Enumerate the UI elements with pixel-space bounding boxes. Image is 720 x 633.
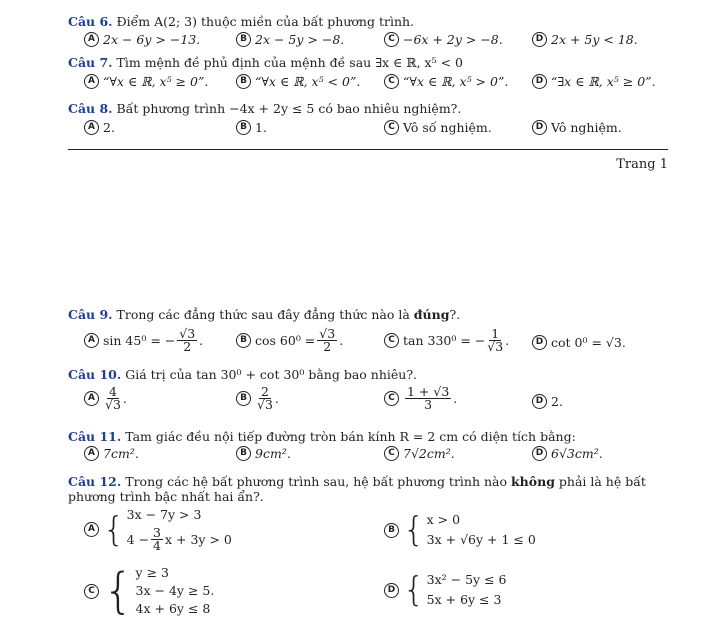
question-number: Câu 11.: [68, 429, 122, 444]
brace-icon: {: [403, 570, 425, 610]
system: { y ≥ 3 3x − 4y ≥ 5. 4x + 6y ≤ 8: [103, 563, 215, 619]
question-11: [68, 429, 668, 444]
option-b[interactable]: B 9cm².: [236, 446, 291, 461]
question-9: Câu 9. Trong các đẳng thức sau đây đẳng thức nào là đúng?.: [68, 307, 461, 322]
system: { 3x² − 5y ≤ 6 5x + 6y ≤ 3: [403, 570, 507, 610]
option-b[interactable]: B { x > 0 3x + √6y + 1 ≤ 0: [384, 512, 536, 548]
option-b[interactable]: B “∀x ∈ ℝ, x⁵ < 0”.: [236, 74, 360, 89]
option-c[interactable]: C Vô số nghiệm.: [384, 120, 492, 135]
fraction: $\frac{1 + √3}{3}$: [407, 384, 450, 412]
question-number: Câu 7.: [68, 55, 113, 70]
brace-icon: {: [103, 509, 125, 550]
option-c[interactable]: C −6x + 2y > −8.: [384, 32, 503, 47]
system: { 3x − 7y > 3 4 − $\frac{3}{4}$ x + 3y > 0: [103, 507, 232, 553]
question-6-options: [84, 32, 684, 50]
fraction: $\frac{4}{√3}$: [105, 384, 121, 412]
question-text: Điểm A(2; 3) thuộc miền của bất phương trình.: [116, 14, 415, 29]
question-12: Câu 12. Trong các hệ bất phương trình sau, hệ bất phương trình nào không phải là hệ bất phương trình bậc nhất hai ẩn?.: [68, 474, 646, 504]
question-text: Bất phương trình −4x + 2y ≤ 5 có bao nhiêu nghiệm?.: [116, 101, 462, 116]
option-d[interactable]: D Vô nghiệm.: [532, 120, 622, 135]
question-number: Câu 9.: [68, 307, 113, 322]
fraction: $\frac{3}{4}$: [153, 525, 161, 553]
question-9-options: [84, 326, 684, 360]
option-c[interactable]: C “∀x ∈ ℝ, x⁵ > 0”.: [384, 74, 508, 89]
option-c[interactable]: C { y ≥ 3 3x − 4y ≥ 5. 4x + 6y ≤ 8: [84, 564, 214, 618]
fraction: $\frac{1}{√3}$: [487, 326, 504, 354]
question-number: Câu 10.: [68, 367, 122, 382]
option-d[interactable]: D 2.: [532, 394, 563, 409]
fraction: $\frac{2}{√3}$: [257, 384, 273, 412]
fraction: $\frac{√3}{2}$: [179, 326, 196, 354]
option-b[interactable]: B cos 60⁰ = $\frac{√3}{2}$ .: [236, 328, 343, 353]
question-7: [68, 55, 668, 70]
question-8-options: [84, 120, 684, 138]
question-8: [68, 101, 668, 116]
option-a[interactable]: A “∀x ∈ ℝ, x⁵ ≥ 0”.: [84, 74, 208, 89]
option-c[interactable]: C tan 330⁰ = − $\frac{1}{√3}$ .: [384, 328, 509, 353]
option-d[interactable]: D 6√3cm².: [532, 446, 603, 461]
option-a[interactable]: A { 3x − 7y > 3 4 − $\frac{3}{4}$ x + 3y > 0: [84, 507, 232, 552]
system: { x > 0 3x + √6y + 1 ≤ 0: [403, 510, 536, 550]
page-number: Trang 1: [616, 157, 668, 172]
option-a[interactable]: A 7cm².: [84, 446, 139, 461]
option-a[interactable]: A 2x − 6y > −13.: [84, 32, 200, 47]
brace-icon: {: [403, 510, 425, 550]
option-b[interactable]: B 1.: [236, 120, 267, 135]
option-a[interactable]: A $\frac{4}{√3}$ .: [84, 386, 127, 411]
option-d[interactable]: D { 3x² − 5y ≤ 6 5x + 6y ≤ 3: [384, 572, 506, 608]
question-11-options: [84, 446, 684, 464]
page-divider: [68, 149, 668, 150]
option-d[interactable]: D 2x + 5y < 18.: [532, 32, 638, 47]
question-text: Giá trị của tan 30⁰ + cot 30⁰ bằng bao nhiêu?.: [125, 367, 417, 382]
question-number: Câu 6.: [68, 14, 113, 29]
brace-icon: {: [103, 563, 134, 619]
question-text: Tìm mệnh đề phủ định của mệnh đề sau ∃x ∈ ℝ, x⁵ < 0: [116, 55, 463, 70]
question-7-options: [84, 74, 684, 92]
question-6: [68, 14, 668, 29]
question-10-options: [84, 384, 684, 420]
question-text: Tam giác đều nội tiếp đường tròn bán kính R = 2 cm có diện tích bằng:: [125, 429, 576, 444]
question-number: Câu 8.: [68, 101, 113, 116]
question-number: Câu 12.: [68, 474, 122, 489]
option-a[interactable]: A 2.: [84, 120, 115, 135]
option-d[interactable]: D cot 0⁰ = √3.: [532, 335, 626, 350]
option-c[interactable]: C 7√2cm².: [384, 446, 455, 461]
option-b[interactable]: B $\frac{2}{√3}$ .: [236, 386, 279, 411]
option-b[interactable]: B 2x − 5y > −8.: [236, 32, 344, 47]
question-10: [68, 367, 668, 382]
option-a[interactable]: A sin 45⁰ = − $\frac{√3}{2}$ .: [84, 328, 203, 353]
option-c[interactable]: C $\frac{1 + √3}{3}$ .: [384, 386, 457, 411]
fraction: $\frac{√3}{2}$: [319, 326, 336, 354]
option-d[interactable]: D “∃x ∈ ℝ, x⁵ ≥ 0”.: [532, 74, 656, 89]
